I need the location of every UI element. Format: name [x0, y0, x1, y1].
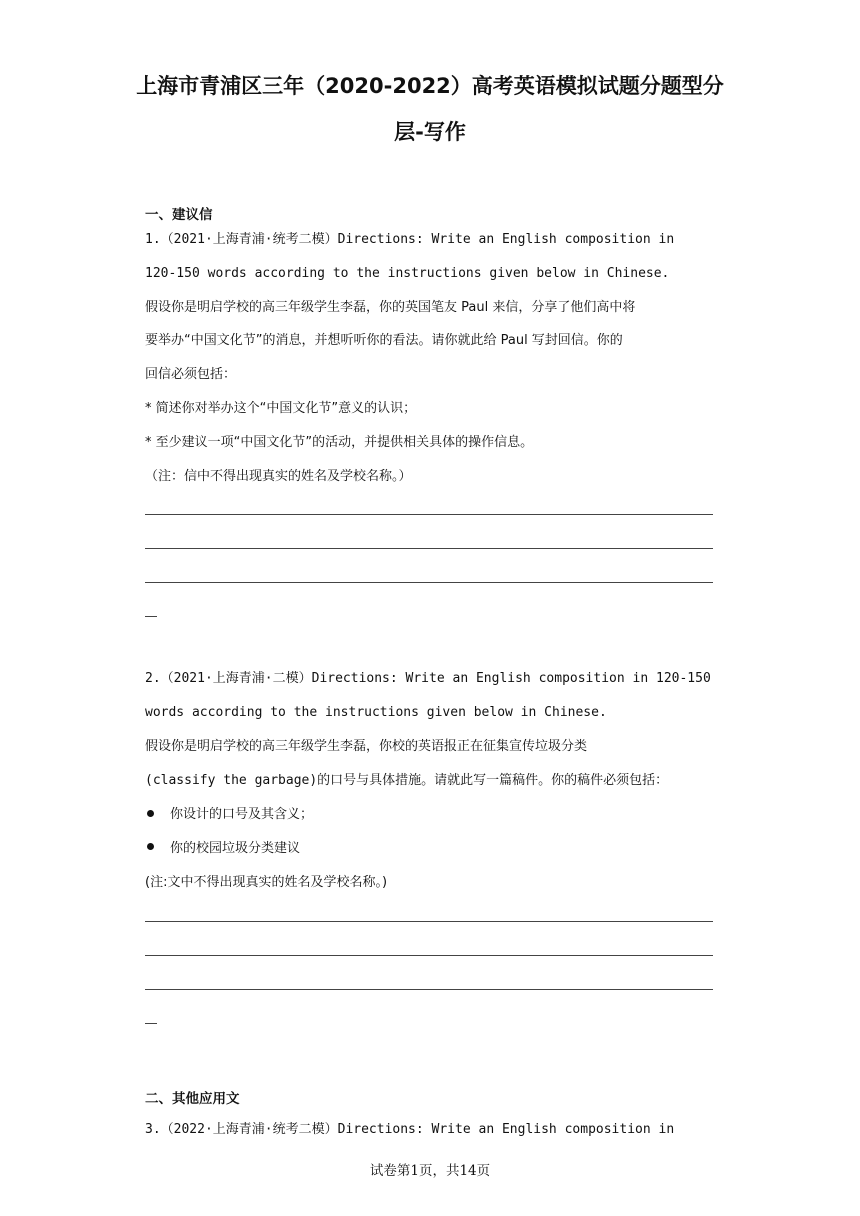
answer-line-end[interactable]	[145, 1023, 157, 1024]
answer-line-end[interactable]	[145, 616, 157, 617]
bullet-icon	[147, 843, 154, 850]
q1-requirement-1: * 简述你对举办这个“中国文化节”意义的认识；	[145, 401, 417, 416]
q2-bullet-2: 你的校园垃圾分类建议	[170, 841, 301, 856]
answer-line[interactable]	[145, 989, 713, 990]
q1-note: （注：信中不得出现真实的姓名及学校名称。）	[145, 469, 412, 484]
answer-line[interactable]	[145, 921, 713, 922]
q1-line-3: 假设你是明启学校的高三年级学生李磊，你的英国笔友 Paul 来信，分享了他们高中将	[145, 300, 636, 315]
q2-line-2: words according to the instructions given below in Chinese.	[145, 705, 607, 720]
q2-note: (注:文中不得出现真实的姓名及学校名称。)	[145, 875, 388, 890]
answer-line[interactable]	[145, 548, 713, 549]
q2-bullet-1: 你设计的口号及其含义；	[170, 807, 314, 822]
q3-line-1: 3.（2022·上海青浦·统考二模）Directions: Write an English composition in	[145, 1122, 675, 1137]
section-heading-advice-letter: 一、建议信	[145, 207, 213, 223]
q2-line-1: 2.（2021·上海青浦·二模）Directions: Write an English composition in 120-150	[145, 671, 711, 686]
doc-title-line1: 上海市青浦区三年（2020-2022）高考英语模拟试题分题型分	[136, 74, 724, 98]
q1-line-4: 要举办“中国文化节”的消息，并想听听你的看法。请你就此给 Paul 写封回信。你的	[145, 333, 623, 348]
answer-line[interactable]	[145, 514, 713, 515]
q1-requirement-2: * 至少建议一项“中国文化节”的活动，并提供相关具体的操作信息。	[145, 435, 534, 450]
q1-line-5: 回信必须包括：	[145, 367, 237, 382]
q1-line-2: 120-150 words according to the instructions given below in Chinese.	[145, 266, 670, 281]
section-heading-other-practical-writing: 二、其他应用文	[145, 1091, 240, 1107]
q2-line-4: (classify the garbage)的口号与具体措施。请就此写一篇稿件。你的稿件必须包括：	[145, 773, 669, 788]
q1-line-1: 1.（2021·上海青浦·统考二模）Directions: Write an English composition in	[145, 232, 675, 247]
bullet-icon	[147, 810, 154, 817]
answer-line[interactable]	[145, 955, 713, 956]
doc-title-line2: 层-写作	[394, 120, 466, 144]
answer-line[interactable]	[145, 582, 713, 583]
q2-line-3: 假设你是明启学校的高三年级学生李磊，你校的英语报正在征集宣传垃圾分类	[145, 739, 588, 754]
page-footer: 试卷第1页，共14页	[369, 1163, 491, 1179]
